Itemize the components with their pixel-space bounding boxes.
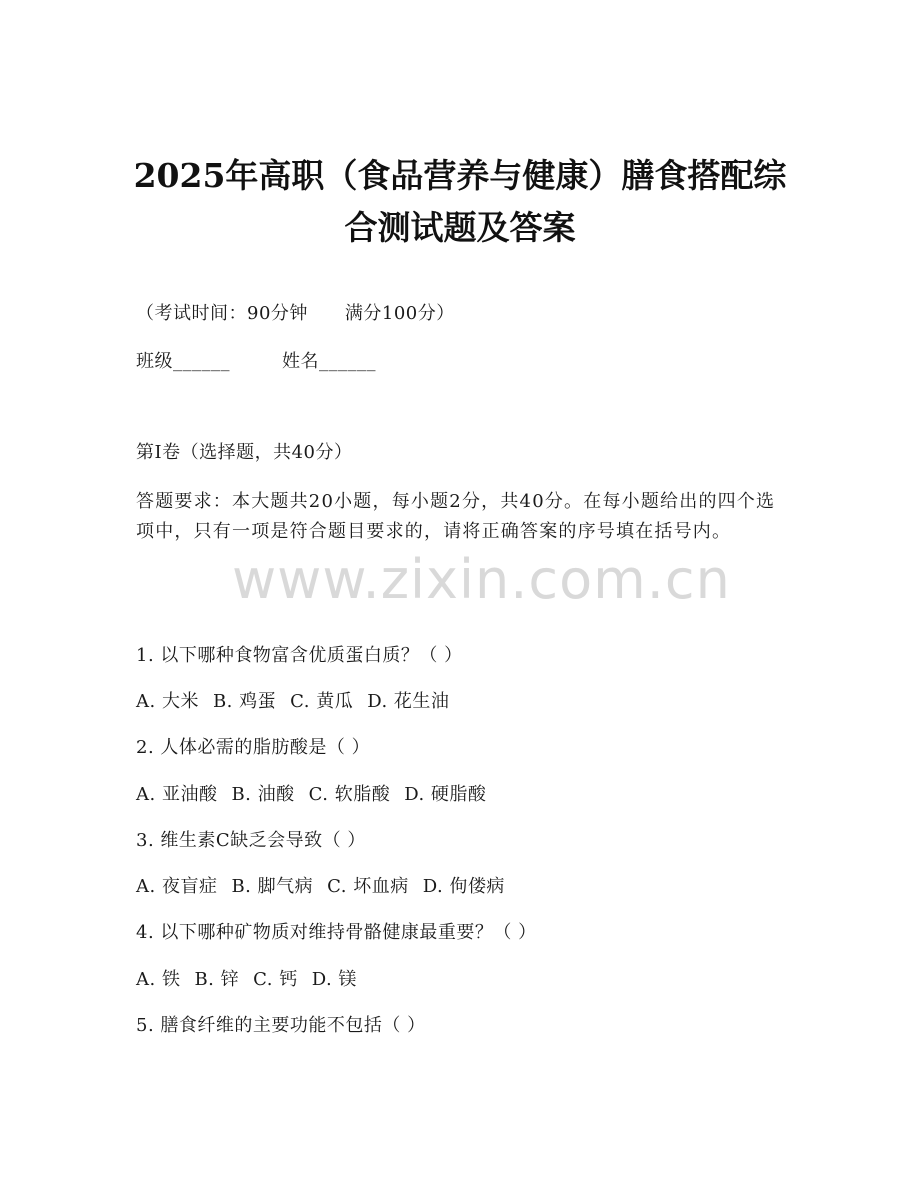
question-stem: 5. 膳食纤维的主要功能不包括（ ） bbox=[136, 1015, 426, 1036]
option-b: B. 脚气病 bbox=[231, 876, 314, 897]
option-a: A. 大米 bbox=[136, 691, 199, 712]
class-field: 班级______ bbox=[136, 351, 230, 372]
question-stem: 3. 维生素C缺乏会导致（ ） bbox=[136, 830, 366, 851]
watermark: www.zixin.com.cn bbox=[232, 548, 731, 611]
class-name-row bbox=[136, 350, 376, 374]
option-c: C. 黄瓜 bbox=[290, 691, 354, 712]
option-c: C. 钙 bbox=[253, 969, 298, 990]
question-options bbox=[136, 783, 500, 807]
title-line-2: 合测试题及答案 bbox=[344, 208, 576, 247]
option-d: D. 佝偻病 bbox=[422, 876, 505, 897]
question-stem: 4. 以下哪种矿物质对维持骨骼健康最重要？（ ） bbox=[136, 922, 537, 943]
question-options bbox=[136, 875, 519, 899]
option-b: B. 锌 bbox=[194, 969, 240, 990]
document-title bbox=[120, 150, 800, 254]
question-options bbox=[136, 968, 371, 992]
question-stem: 2. 人体必需的脂肪酸是（ ） bbox=[136, 737, 371, 758]
name-field: 姓名______ bbox=[282, 351, 376, 372]
exam-info: （考试时间：90分钟 满分100分） bbox=[136, 303, 455, 324]
option-a: A. 亚油酸 bbox=[136, 784, 218, 805]
option-c: C. 坏血病 bbox=[327, 876, 409, 897]
section-heading: 第Ⅰ卷（选择题，共40分） bbox=[136, 442, 353, 463]
option-d: D. 镁 bbox=[311, 969, 357, 990]
option-b: B. 油酸 bbox=[231, 784, 295, 805]
answer-instructions: 答题要求：本大题共20小题，每小题2分，共40分。在每小题给出的四个选项中，只有一项是符合题目要求的，请将正确答案的序号填在括号内。 bbox=[136, 491, 776, 542]
option-d: D. 花生油 bbox=[367, 691, 450, 712]
question-stem: 1. 以下哪种食物富含优质蛋白质？（ ） bbox=[136, 645, 463, 666]
question-options bbox=[136, 690, 463, 714]
option-b: B. 鸡蛋 bbox=[212, 691, 277, 712]
option-a: A. 铁 bbox=[136, 969, 181, 990]
option-c: C. 软脂酸 bbox=[308, 784, 391, 805]
option-d: D. 硬脂酸 bbox=[404, 784, 487, 805]
option-a: A. 夜盲症 bbox=[136, 876, 218, 897]
title-line-1: 2025年高职（食品营养与健康）膳食搭配综 bbox=[133, 156, 787, 195]
